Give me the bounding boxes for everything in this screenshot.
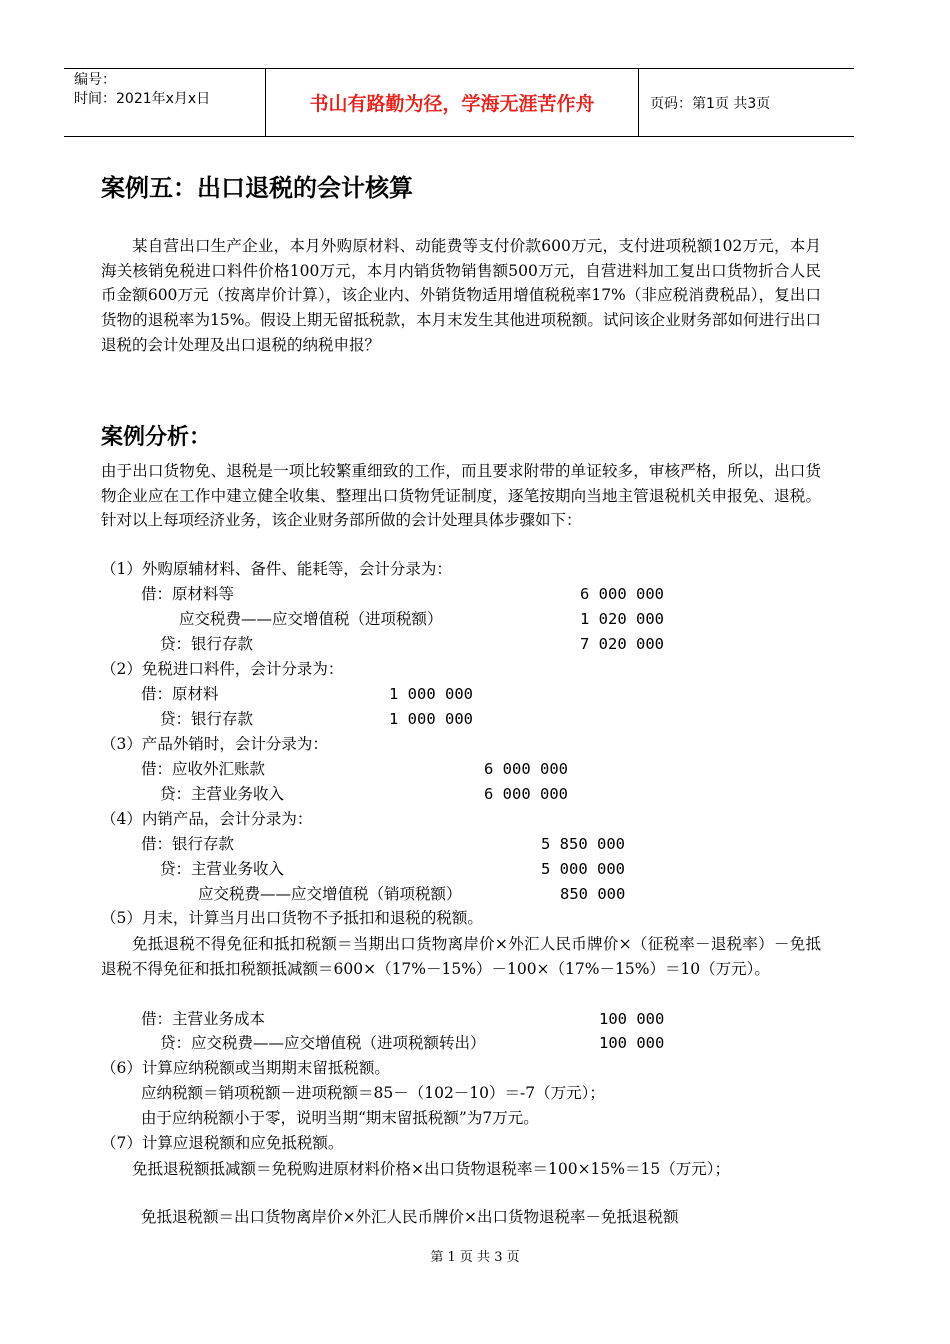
entry-amount: 100 000 (599, 1010, 665, 1028)
entry-account: 借：原材料 (141, 685, 219, 703)
document-time-label: 时间：2021年x月x日 (74, 91, 211, 107)
entry-account: 借：应收外汇账款 (141, 760, 266, 778)
entry-amount: 1 020 000 (580, 610, 664, 628)
header-motto: 书山有路勤为径，学海无涯苦作舟 (309, 93, 595, 115)
entry-account: 借：主营业务成本 (141, 1010, 266, 1028)
case-description: 某自营出口生产企业，本月外购原材料、动能费等支付价款600万元，支付进项税额102万元，本月海关核销免税进口料件价格100万元，本月内销货物销售额500万元，自营进料加工复出口货物折合人民币金额600万元（按离岸价计算），该企业内、外销货物适用增值税税率17%（非应税消费税品），复出口货物的退税率为15%。假设上期无留抵税款，本月末发生其他进项税额。试问该企业财务部如何进行出口退税的会计处理及出口退税的纳税申报？ (101, 237, 821, 354)
step-7-calculation: 免抵退税额抵减额＝免税购进原材料价格×出口货物退税率＝100×15%＝15（万元）； (132, 1160, 730, 1178)
analysis-intro: 由于出口货物免、退税是一项比较繁重细致的工作，而且要求附带的单证较多，审核严格，所以，出口货物企业应在工作中建立健全收集、整理出口货物凭证制度，逐笔按期向当地主管退税机关申报免、退税。针对以上每项经济业务，该企业财务部所做的会计处理具体步骤如下： (101, 462, 821, 530)
entry-amount: 7 020 000 (580, 635, 664, 653)
step-2-heading: （2）免税进口料件，会计分录为： (101, 660, 344, 678)
document-number-label: 编号： (74, 72, 116, 88)
step-1-heading: （1）外购原辅材料、备件、能耗等，会计分录为： (101, 560, 452, 578)
header-page-number: 页码：第1页 共3页 (650, 95, 771, 112)
step-5-heading: （5）月末，计算当月出口货物不予抵扣和退税的税额。 (101, 909, 483, 927)
entry-account: 借：原材料等 (141, 585, 235, 603)
entry-account: 借：银行存款 (141, 835, 235, 853)
analysis-heading: 案例分析： (101, 425, 212, 450)
case-title: 案例五：出口退税的会计核算 (101, 174, 413, 202)
header-meta (74, 71, 269, 109)
entry-account: 贷：应交税费——应交增值税（进项税额转出） (160, 1034, 486, 1052)
entry-amount: 850 000 (560, 885, 626, 903)
entry-account: 应交税费——应交增值税（销项税额） (198, 885, 462, 903)
entry-account: 贷：主营业务收入 (160, 860, 285, 878)
entry-amount: 5 850 000 (541, 835, 625, 853)
step-6-calculation: 应纳税额＝销项税额－进项税额＝85－（102－10）＝-7（万元）； (141, 1084, 605, 1102)
entry-amount: 6 000 000 (484, 785, 568, 803)
entry-account: 贷：主营业务收入 (160, 785, 285, 803)
entry-amount: 1 000 000 (389, 710, 473, 728)
page-footer: 第 1 页 共 3 页 (430, 1250, 520, 1265)
step-7-heading: （7）计算应退税额和应免抵税额。 (101, 1134, 344, 1152)
entry-amount: 6 000 000 (484, 760, 568, 778)
step-6-conclusion: 由于应纳税额小于零，说明当期“期末留抵税额”为7万元。 (141, 1109, 539, 1127)
step-6-heading: （6）计算应纳税额或当期期末留抵税额。 (101, 1059, 390, 1077)
step-5-calculation: 免抵退税不得免征和抵扣税额＝当期出口货物离岸价×外汇人民币牌价×（征税率－退税率）－免抵退税不得免征和抵扣税额抵减额＝600×（17%－15%）－100×（17%－15%）＝10（万元）。 (101, 935, 821, 978)
step-7-formula: 免抵退税额＝出口货物离岸价×外汇人民币牌价×出口货物退税率－免抵退税额 (141, 1208, 679, 1226)
entry-amount: 1 000 000 (389, 685, 473, 703)
entry-account: 贷：银行存款 (160, 635, 254, 653)
entry-amount: 5 000 000 (541, 860, 625, 878)
header-divider (638, 69, 639, 136)
entry-amount: 100 000 (599, 1034, 665, 1052)
step-4-heading: （4）内销产品，会计分录为： (101, 810, 313, 828)
entry-account: 应交税费——应交增值税（进项税额） (179, 610, 443, 628)
step-3-heading: （3）产品外销时，会计分录为： (101, 735, 328, 753)
entry-account: 贷：银行存款 (160, 710, 254, 728)
header-table (64, 68, 854, 137)
entry-amount: 6 000 000 (580, 585, 664, 603)
